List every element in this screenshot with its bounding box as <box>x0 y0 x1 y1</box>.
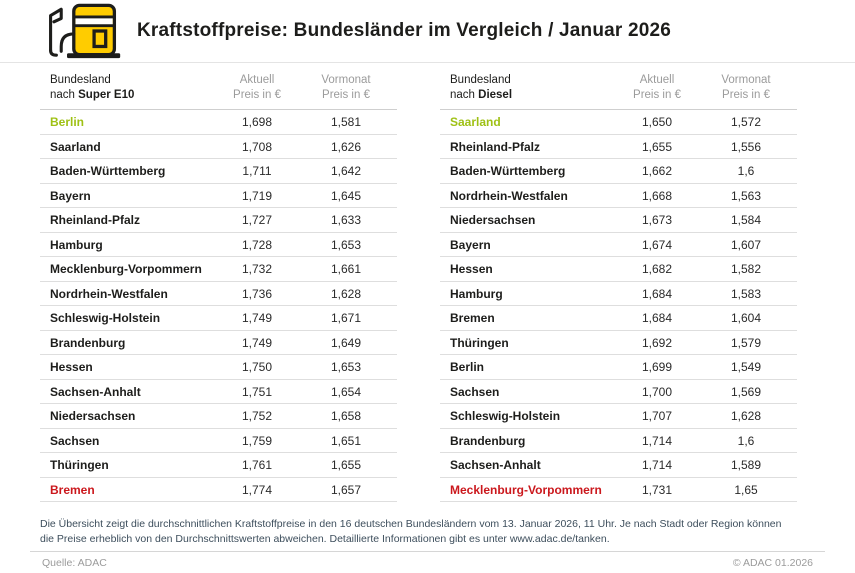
previous-price: 1,556 <box>730 139 762 154</box>
column-header-previous: Vormonat Preis in € <box>321 74 371 101</box>
table-body <box>440 110 797 502</box>
column-header-previous: Vormonat Preis in € <box>721 74 771 101</box>
previous-price: 1,6 <box>737 433 755 448</box>
state-name: Schleswig-Holstein <box>450 409 561 424</box>
previous-price: 1,6 <box>737 164 755 179</box>
state-name: Sachsen-Anhalt <box>50 384 141 399</box>
state-name: Nordrhein-Westfalen <box>50 286 168 301</box>
current-price: 1,682 <box>641 262 673 277</box>
table-row <box>40 331 397 356</box>
current-price: 1,674 <box>641 237 673 252</box>
previous-price: 1,549 <box>730 360 762 375</box>
previous-price: 1,569 <box>730 384 762 399</box>
previous-price: 1,658 <box>330 409 362 424</box>
table-row <box>40 306 397 331</box>
column-header-current: Aktuell Preis in € <box>633 74 681 101</box>
state-name: Brandenburg <box>50 335 126 350</box>
pump-nozzle <box>51 9 62 50</box>
previous-price: 1,583 <box>730 286 762 301</box>
state-name: Saarland <box>450 115 501 130</box>
table-header <box>440 63 797 110</box>
fuel-pump-icon <box>40 2 124 60</box>
current-price: 1,759 <box>241 433 273 448</box>
table-row <box>40 355 397 380</box>
table-row <box>440 478 797 503</box>
footnote: Die Übersicht zeigt die durchschnittlichen Kraftstoffpreise in den 16 deutschen Bundesländern vom 13. Januar 2026, 11 Uhr. Je nach Stadt oder Region können die Preise erheblich von den Durchschnittswerten abweichen. Detaillierte Informationen gibt es unter www.adac.de/tanken. <box>40 518 782 546</box>
table-row <box>40 208 397 233</box>
state-name: Rheinland-Pfalz <box>450 139 541 154</box>
current-price: 1,668 <box>641 188 673 203</box>
table-row <box>440 233 797 258</box>
table-row <box>440 355 797 380</box>
fuel-type-label: Super E10 <box>78 88 135 101</box>
current-price: 1,711 <box>242 164 272 179</box>
state-name: Mecklenburg-Vorpommern <box>450 482 602 497</box>
page-title: Kraftstoffpreise: Bundesländer im Vergleich / Januar 2026 <box>137 20 672 41</box>
table-super-e10 <box>40 63 397 502</box>
current-price: 1,662 <box>641 164 673 179</box>
current-price: 1,761 <box>241 458 273 473</box>
table-row <box>40 159 397 184</box>
bottom-bar <box>30 551 825 569</box>
current-price: 1,684 <box>641 286 673 301</box>
table-row <box>440 404 797 429</box>
table-row <box>440 208 797 233</box>
current-price: 1,751 <box>241 384 273 399</box>
current-price: 1,655 <box>641 139 673 154</box>
state-name: Brandenburg <box>450 433 526 448</box>
copyright-label: © ADAC 01.2026 <box>732 557 813 569</box>
table-row <box>440 331 797 356</box>
current-price: 1,707 <box>641 409 673 424</box>
previous-price: 1,582 <box>730 262 762 277</box>
current-price: 1,774 <box>241 482 273 497</box>
table-row <box>440 135 797 160</box>
table-row <box>40 233 397 258</box>
table-row <box>40 135 397 160</box>
previous-price: 1,607 <box>730 237 762 252</box>
state-name: Sachsen <box>450 384 500 399</box>
table-row <box>40 404 397 429</box>
previous-price: 1,572 <box>730 115 762 130</box>
table-row <box>40 257 397 282</box>
previous-price: 1,651 <box>330 433 362 448</box>
current-price: 1,714 <box>641 458 673 473</box>
current-price: 1,749 <box>241 311 273 326</box>
state-name: Rheinland-Pfalz <box>50 213 141 228</box>
state-name: Thüringen <box>50 458 109 473</box>
current-price: 1,749 <box>241 335 273 350</box>
current-price: 1,728 <box>241 237 273 252</box>
table-row <box>40 282 397 307</box>
state-name: Bayern <box>450 237 491 252</box>
current-price: 1,698 <box>241 115 273 130</box>
state-name: Niedersachsen <box>50 409 136 424</box>
current-price: 1,714 <box>641 433 673 448</box>
current-price: 1,684 <box>641 311 673 326</box>
previous-price: 1,654 <box>330 384 362 399</box>
pump-window <box>94 31 106 46</box>
state-name: Sachsen <box>50 433 100 448</box>
state-name: Thüringen <box>450 335 509 350</box>
previous-price: 1,645 <box>330 188 362 203</box>
table-row <box>440 282 797 307</box>
previous-price: 1,649 <box>330 335 362 350</box>
current-price: 1,708 <box>241 139 273 154</box>
table-row <box>440 453 797 478</box>
source-label: Quelle: ADAC <box>42 557 107 569</box>
previous-price: 1,65 <box>734 482 758 497</box>
state-name: Berlin <box>450 360 485 375</box>
column-header-current: Aktuell Preis in € <box>233 74 281 101</box>
table-row <box>40 110 397 135</box>
state-name: Berlin <box>50 115 85 130</box>
page-header <box>0 0 855 63</box>
column-header-state: Bundesland nach Super E10 <box>50 74 135 101</box>
current-price: 1,699 <box>641 360 673 375</box>
current-price: 1,750 <box>241 360 273 375</box>
previous-price: 1,626 <box>330 139 362 154</box>
state-name: Bremen <box>450 311 495 326</box>
tables-area <box>0 63 855 502</box>
current-price: 1,732 <box>241 262 273 277</box>
state-name: Niedersachsen <box>450 213 536 228</box>
state-name: Baden-Württemberg <box>450 164 566 179</box>
table-row <box>440 110 797 135</box>
previous-price: 1,642 <box>330 164 362 179</box>
table-row <box>40 478 397 503</box>
state-name: Schleswig-Holstein <box>50 311 161 326</box>
state-name: Bremen <box>50 482 95 497</box>
current-price: 1,719 <box>241 188 273 203</box>
pump-hose <box>61 34 74 51</box>
previous-price: 1,628 <box>730 409 762 424</box>
column-header-state: Bundesland nach Diesel <box>450 74 513 101</box>
previous-price: 1,657 <box>330 482 362 497</box>
state-name: Sachsen-Anhalt <box>450 458 541 473</box>
table-row <box>40 453 397 478</box>
previous-price: 1,661 <box>330 262 362 277</box>
state-name: Mecklenburg-Vorpommern <box>50 262 202 277</box>
table-row <box>40 380 397 405</box>
previous-price: 1,563 <box>730 188 762 203</box>
table-row <box>440 429 797 454</box>
previous-price: 1,653 <box>330 360 362 375</box>
table-row <box>440 184 797 209</box>
table-row <box>440 159 797 184</box>
table-header <box>40 63 397 110</box>
state-name: Baden-Württemberg <box>50 164 166 179</box>
state-name: Hessen <box>50 360 93 375</box>
current-price: 1,727 <box>241 213 273 228</box>
current-price: 1,673 <box>641 213 673 228</box>
table-row <box>440 306 797 331</box>
previous-price: 1,589 <box>730 458 762 473</box>
previous-price: 1,584 <box>730 213 762 228</box>
current-price: 1,736 <box>241 286 273 301</box>
current-price: 1,700 <box>641 384 673 399</box>
previous-price: 1,628 <box>330 286 362 301</box>
previous-price: 1,581 <box>330 115 362 130</box>
previous-price: 1,653 <box>330 237 362 252</box>
table-row <box>440 380 797 405</box>
previous-price: 1,604 <box>730 311 762 326</box>
current-price: 1,731 <box>641 482 673 497</box>
state-name: Nordrhein-Westfalen <box>450 188 568 203</box>
table-row <box>440 257 797 282</box>
state-name: Hamburg <box>450 286 503 301</box>
current-price: 1,752 <box>241 409 273 424</box>
table-row <box>40 429 397 454</box>
previous-price: 1,579 <box>730 335 762 350</box>
previous-price: 1,655 <box>330 458 362 473</box>
previous-price: 1,671 <box>330 311 362 326</box>
state-name: Hamburg <box>50 237 103 252</box>
state-name: Saarland <box>50 139 101 154</box>
table-diesel <box>440 63 797 502</box>
previous-price: 1,633 <box>330 213 362 228</box>
state-name: Bayern <box>50 188 91 203</box>
table-body <box>40 110 397 502</box>
fuel-type-label: Diesel <box>478 88 513 101</box>
table-row <box>40 184 397 209</box>
state-name: Hessen <box>450 262 493 277</box>
current-price: 1,650 <box>641 115 673 130</box>
current-price: 1,692 <box>641 335 673 350</box>
